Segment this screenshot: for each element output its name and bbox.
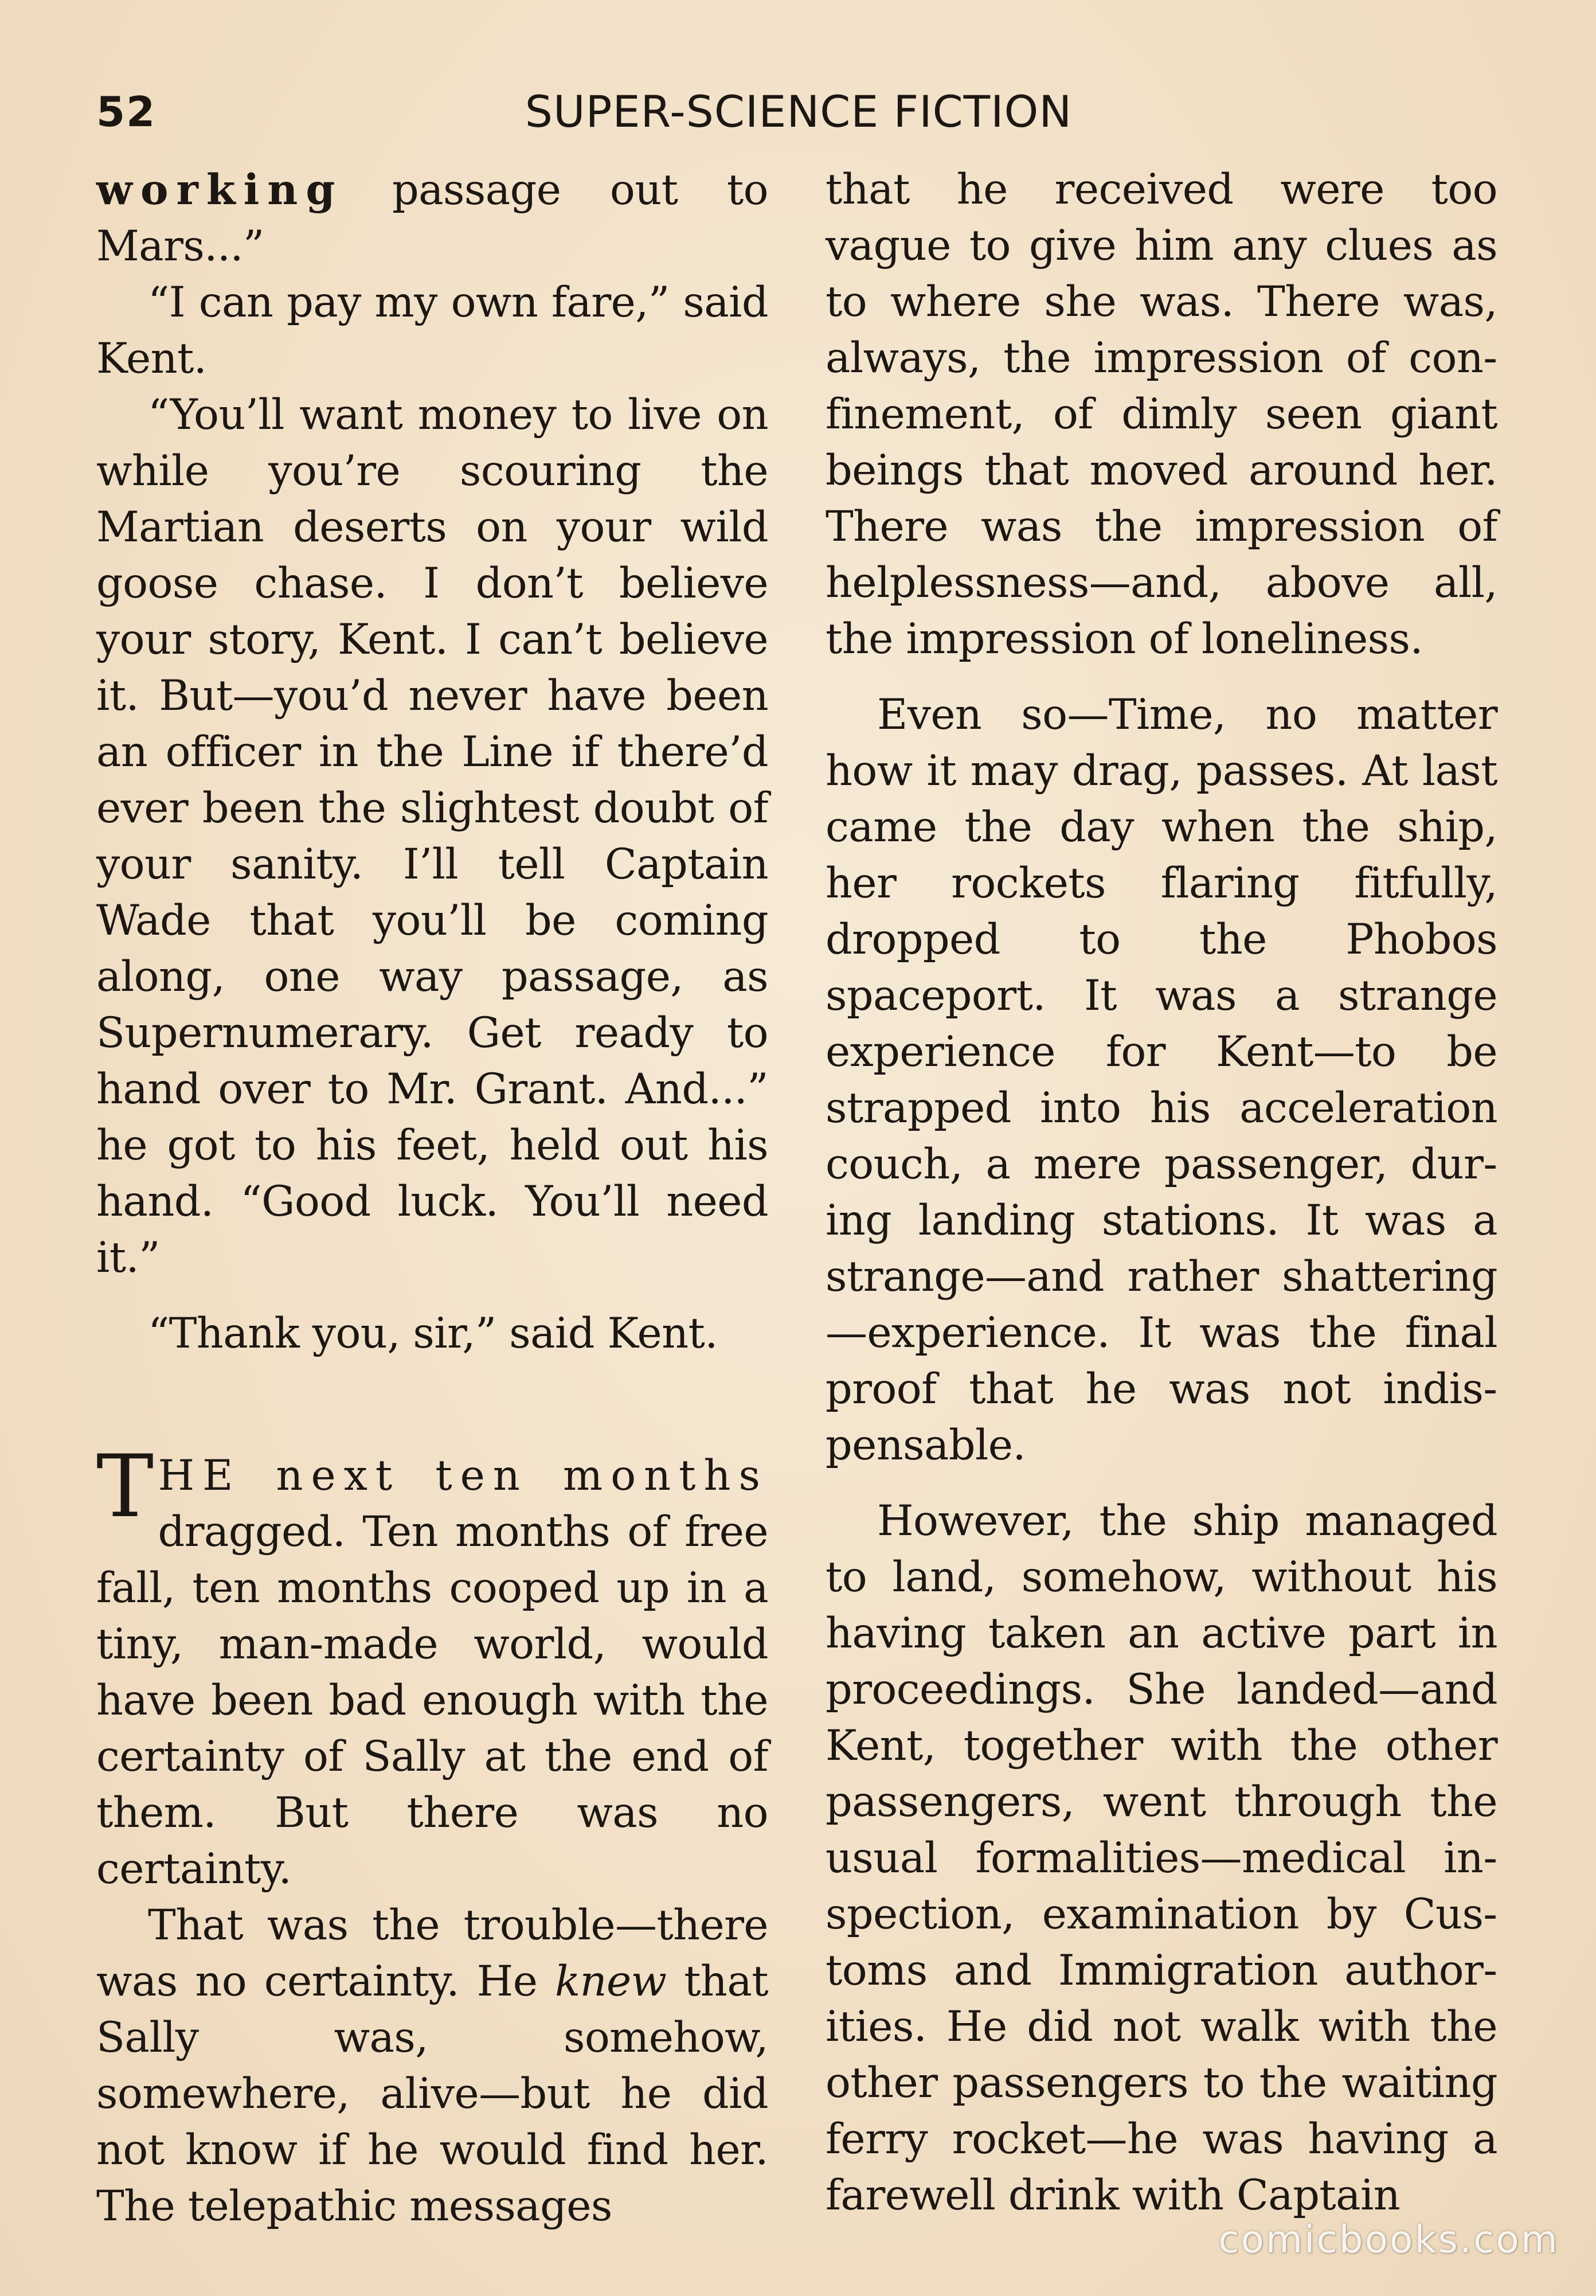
left-column — [96, 162, 768, 2235]
paragraph: “I can pay my own fare,” said Kent. — [96, 278, 768, 383]
section-opening-paragraph — [96, 1437, 768, 1897]
continued-word: working — [96, 165, 343, 214]
paragraph — [96, 1897, 768, 2235]
paragraph-text: that Sally was, somehow, somewhere, alive—but he did not know if he would find her. The telepathic messages — [96, 1957, 768, 2231]
page-header — [96, 86, 1501, 138]
emphasized-word: knew — [554, 1957, 667, 2006]
paragraph: Even so—Time, no matter how it may drag, passes. At last came the day when the ship, her rockets flaring fitfully, dropped to the Phobos spaceport. It was a strange experience for Kent—to be strapped into his acceleration couch, a mere passenger, during landing stations. It was a strange—and rather shattering —experience. It was the final proof that he was not indispensable. — [826, 690, 1497, 1470]
paragraph: “Thank you, sir,” said Kent. — [148, 1309, 718, 1358]
watermark-logo: comicbooks.com — [1218, 2217, 1559, 2262]
paragraph-text: dragged. Ten months of free fall, ten months cooped up in a tiny, man-made world, would have been bad enough with the certainty of Sally at the end of them. But there was no certainty. — [96, 1508, 768, 1893]
paragraph: that he received were too vague to give him any clues as to where she was. There was, always, the impression of confinement, of dimly seen giant beings that moved around her. There was the impression of helplessness—and, above all, the impression of loneliness. — [826, 165, 1497, 663]
drop-cap: T — [96, 1437, 154, 1537]
paragraph-text: passage out to Mars...” — [96, 166, 768, 271]
running-title: SUPER-SCIENCE FICTION — [525, 86, 1073, 137]
lead-in-text: HE next ten months — [158, 1451, 768, 1500]
right-column — [826, 162, 1497, 2224]
paragraph — [96, 162, 768, 275]
paragraph-text: That was the trouble—there was no certainty. He — [96, 1901, 768, 2006]
paragraph: However, the ship managed to land, somehow, without his having taken an active part in proceedings. She landed—and Kent, together with the other passengers, went through the usual formalities—medical inspection, examination by Customs and Immigration authorities. He did not walk with the other passengers to the waiting ferry rocket—he was having a farewell drink with Captain — [826, 1497, 1497, 2220]
paragraph: “You’ll want money to live on while you’re scouring the Martian deserts on your wild goose chase. I don’t believe your story, Kent. I can’t believe it. But—you’d never have been an officer in the Line if there’d ever been the slightest doubt of your sanity. I’ll tell Captain Wade that you’ll be coming along, one way passage, as Supernumerary. Get ready to hand over to Mr. Grant. And...” he got to his feet, held out his hand. “Good luck. You’ll need it.” — [96, 391, 768, 1282]
page-number: 52 — [96, 88, 157, 136]
